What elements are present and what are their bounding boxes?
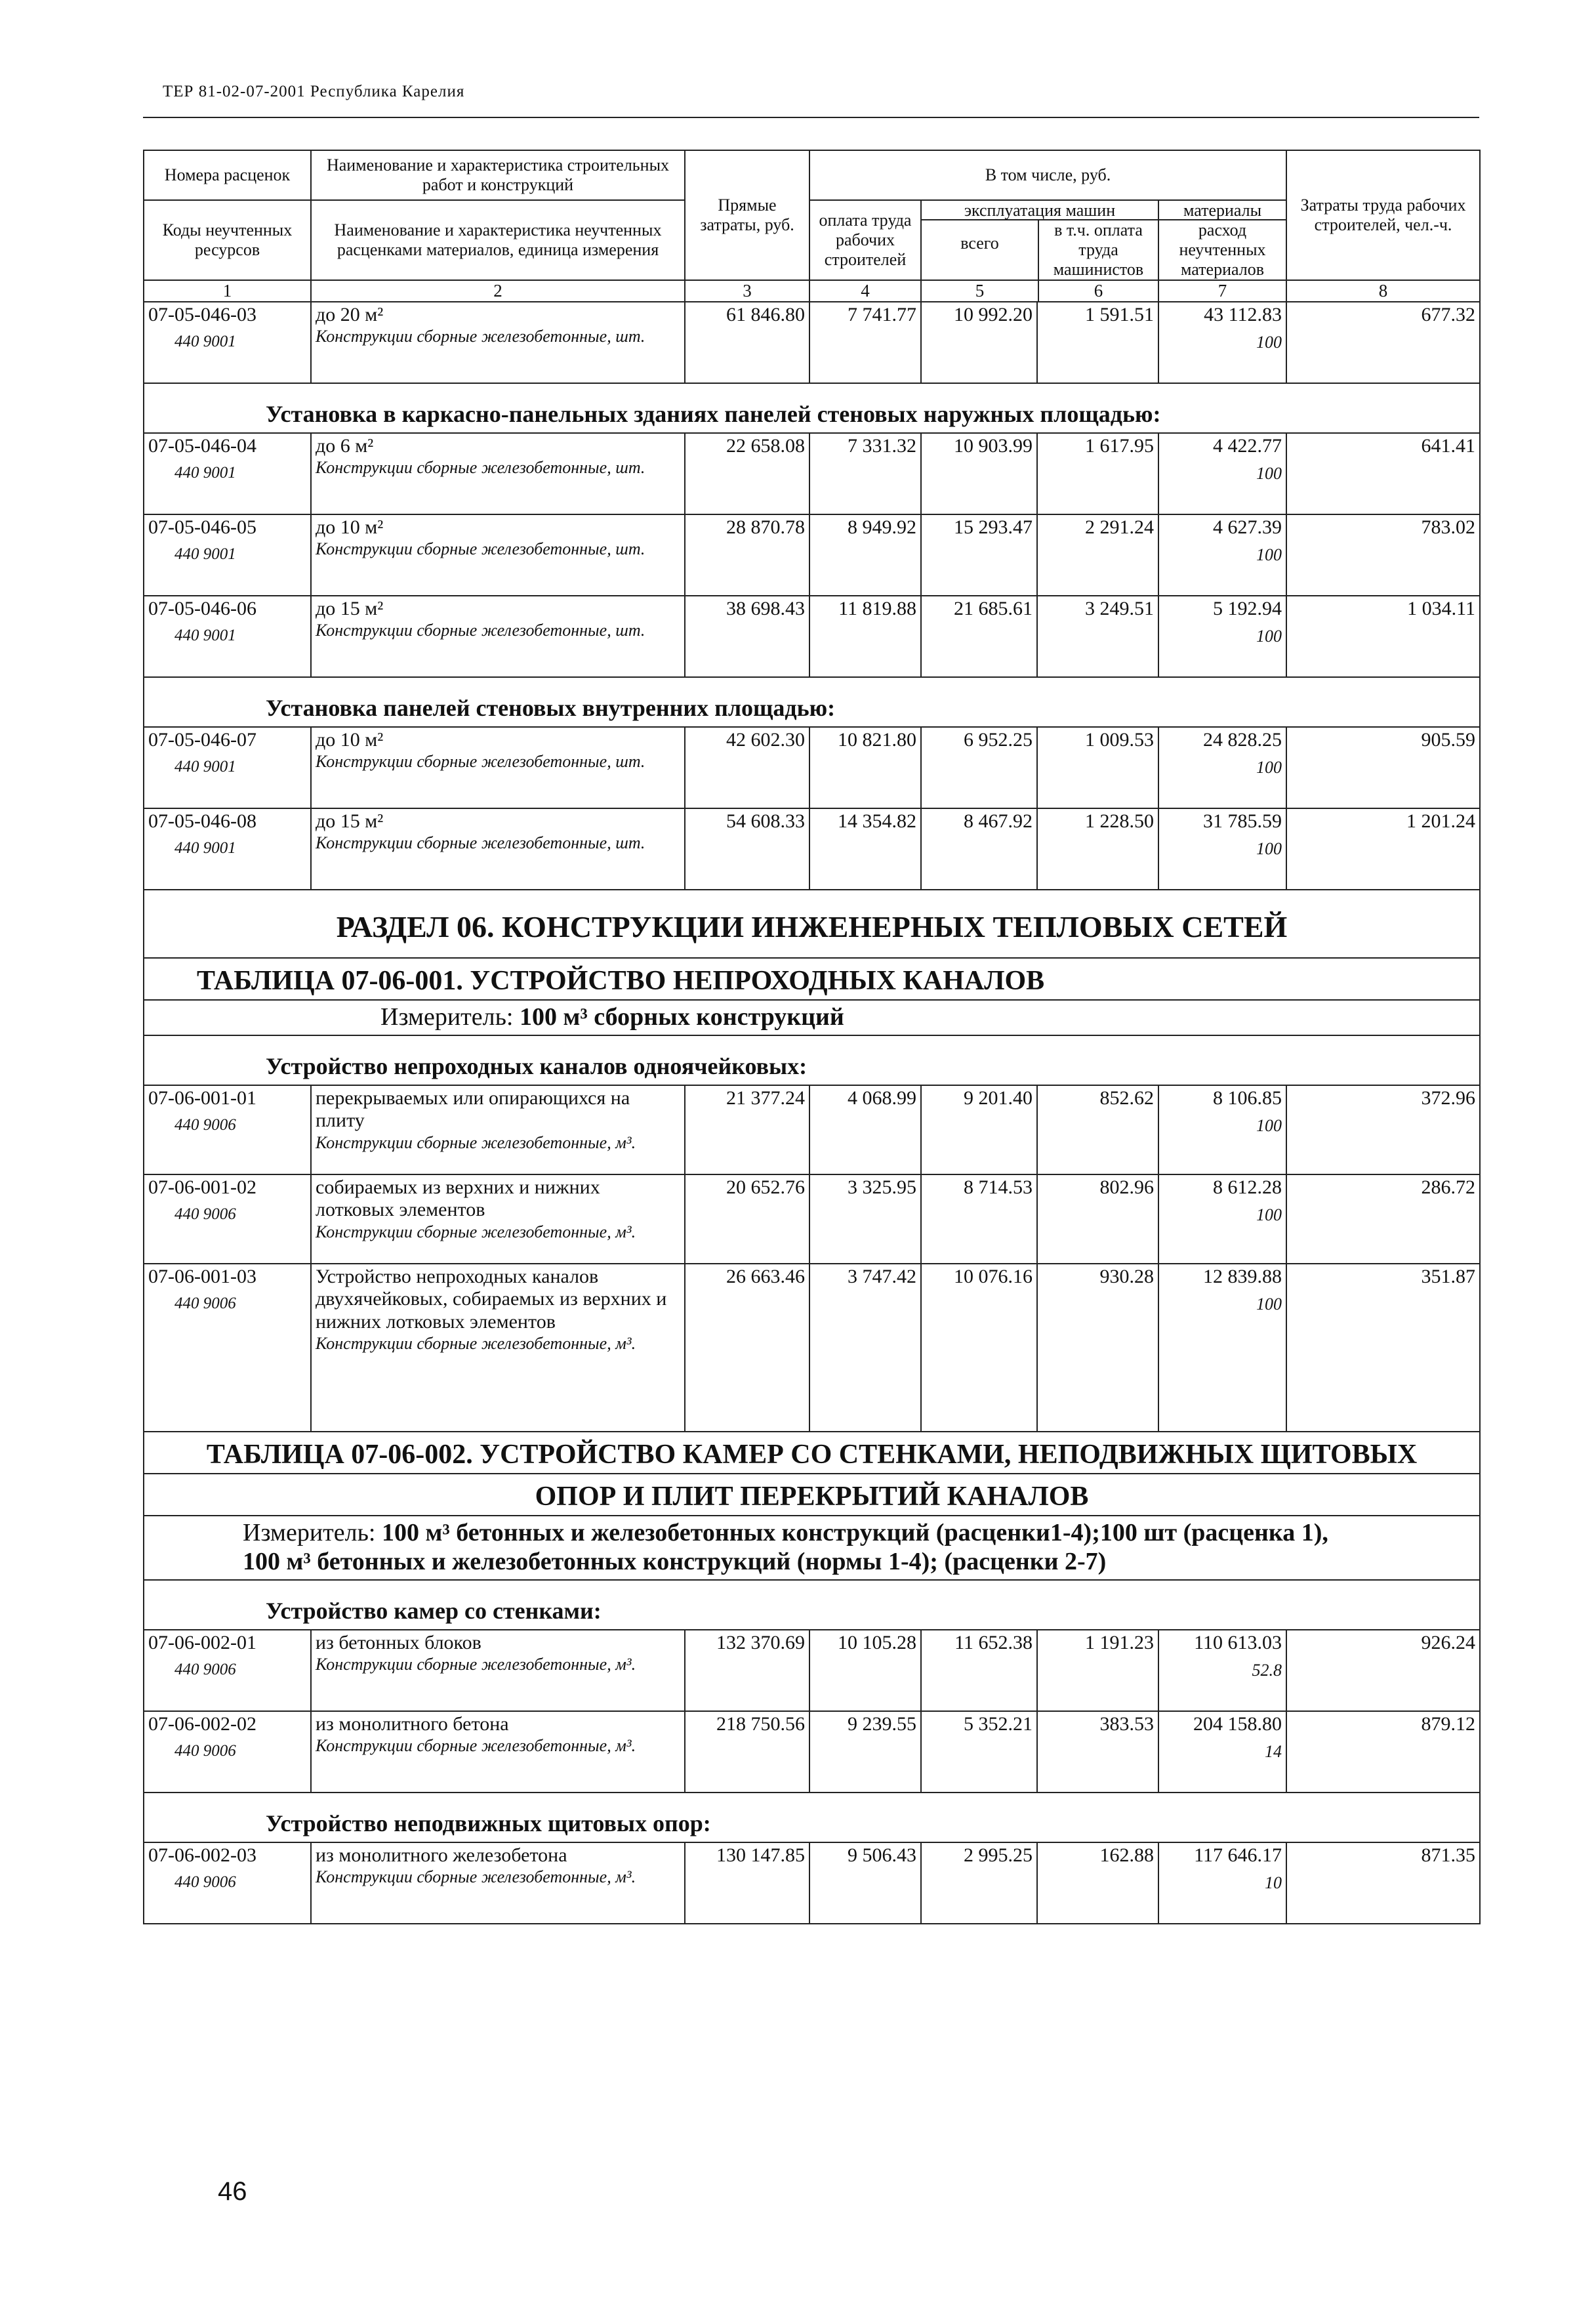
labor-cost: 286.72 <box>1286 1174 1480 1264</box>
machines-total: 21 685.61 <box>921 596 1037 677</box>
machines-labor: 852.62 <box>1037 1085 1158 1174</box>
rate-name-cell <box>311 1264 685 1432</box>
col-materials-group <box>1158 200 1286 280</box>
machines-total: 15 293.47 <box>921 514 1037 596</box>
rate-name-cell <box>311 808 685 890</box>
rate-row <box>144 1264 1480 1432</box>
materials-cell <box>1158 596 1286 677</box>
material-name: Конструкции сборные железобетонные, м³. <box>316 1736 636 1756</box>
labor-pay: 9 239.55 <box>809 1711 921 1793</box>
subheading: Установка панелей стеновых внутренних площадью: <box>144 677 1480 727</box>
direct-cost: 132 370.69 <box>685 1630 809 1711</box>
col-incl-header: В том числе, руб. <box>809 150 1286 200</box>
resource-code: 440 9001 <box>174 627 236 645</box>
rate-row <box>144 1174 1480 1264</box>
materials-cell <box>1158 808 1286 890</box>
rate-name: собираемых из верхних и нижних лотковых элементов <box>316 1176 600 1221</box>
measure-value: 100 м³ сборных конструкций <box>520 1003 844 1031</box>
labor-pay: 10 821.80 <box>809 727 921 808</box>
col-mat-expense-header: расход неучтенных материалов <box>1179 220 1266 279</box>
labor-cost: 905.59 <box>1286 727 1480 808</box>
machines-labor: 1 009.53 <box>1037 727 1158 808</box>
direct-cost: 54 608.33 <box>685 808 809 890</box>
rate-code-cell <box>144 1842 311 1924</box>
table-header-row <box>144 200 1480 280</box>
rate-name-cell <box>311 1711 685 1793</box>
direct-cost: 22 658.08 <box>685 433 809 514</box>
subheading-row <box>144 1793 1480 1842</box>
rate-name-cell <box>311 514 685 596</box>
rate-row <box>144 433 1480 514</box>
materials-cost: 4 422.77 <box>1213 434 1282 457</box>
material-norm: 52.8 <box>1252 1661 1282 1680</box>
machines-total: 9 201.40 <box>921 1085 1037 1174</box>
rate-row <box>144 1842 1480 1924</box>
materials-cell <box>1158 1630 1286 1711</box>
materials-cell <box>1158 514 1286 596</box>
rate-code: 07-05-046-08 <box>148 810 256 832</box>
direct-cost: 28 870.78 <box>685 514 809 596</box>
machines-total: 10 076.16 <box>921 1264 1037 1432</box>
table-title-row <box>144 958 1480 1000</box>
materials-cost: 4 627.39 <box>1213 516 1282 538</box>
subheading-row <box>144 383 1480 433</box>
col-number: 6 <box>1094 280 1103 301</box>
measure <box>144 1516 1480 1579</box>
material-norm: 100 <box>1256 1116 1282 1136</box>
machines-labor: 2 291.24 <box>1037 514 1158 596</box>
labor-cost: 879.12 <box>1286 1711 1480 1793</box>
material-norm: 100 <box>1256 1295 1282 1314</box>
labor-pay: 7 331.32 <box>809 433 921 514</box>
material-norm: 100 <box>1256 545 1282 565</box>
column-numbers-row <box>144 280 1480 302</box>
subheading: Установка в каркасно-панельных зданиях панелей стеновых наружных площадью: <box>144 383 1480 433</box>
resource-code: 440 9001 <box>174 839 236 858</box>
rate-row <box>144 596 1480 677</box>
materials-cost: 12 839.88 <box>1203 1265 1282 1287</box>
header-rule <box>143 117 1479 118</box>
direct-cost: 42 602.30 <box>685 727 809 808</box>
rate-code-cell <box>144 1085 311 1174</box>
machines-labor: 162.88 <box>1037 1842 1158 1924</box>
resource-code: 440 9006 <box>174 1116 236 1134</box>
subheading: Устройство камер со стенками: <box>144 1580 1480 1630</box>
materials-cell <box>1158 727 1286 808</box>
machines-labor: 1 591.51 <box>1037 302 1158 383</box>
table-header-row <box>144 150 1480 200</box>
resource-code: 440 9006 <box>174 1661 236 1679</box>
labor-cost: 926.24 <box>1286 1630 1480 1711</box>
materials-cell <box>1158 1842 1286 1924</box>
labor-pay: 8 949.92 <box>809 514 921 596</box>
table-title-row <box>144 1474 1480 1516</box>
machines-total: 6 952.25 <box>921 727 1037 808</box>
rate-name: до 15 м² <box>316 810 384 832</box>
direct-cost: 130 147.85 <box>685 1842 809 1924</box>
material-name: Конструкции сборные железобетонные, м³. <box>316 1655 636 1674</box>
rate-code-cell <box>144 1711 311 1793</box>
rate-name-cell <box>311 1085 685 1174</box>
machines-total: 10 992.20 <box>921 302 1037 383</box>
rate-code: 07-06-001-03 <box>148 1265 256 1287</box>
document-header: ТЕР 81-02-07-2001 Республика Карелия <box>163 83 465 100</box>
material-name: Конструкции сборные железобетонные, шт. <box>316 833 645 853</box>
labor-cost: 677.32 <box>1286 302 1480 383</box>
resource-code: 440 9006 <box>174 1742 236 1760</box>
materials-cell <box>1158 433 1286 514</box>
resource-code: 440 9001 <box>174 464 236 482</box>
rate-name-cell <box>311 1174 685 1264</box>
material-norm: 100 <box>1256 333 1282 352</box>
material-name: Конструкции сборные железобетонные, шт. <box>316 327 645 346</box>
table-title: ОПОР И ПЛИТ ПЕРЕКРЫТИЙ КАНАЛОВ <box>144 1474 1480 1516</box>
resource-code: 440 9001 <box>174 758 236 776</box>
subheading-row <box>144 677 1480 727</box>
rate-code-cell <box>144 596 311 677</box>
rate-code: 07-06-001-01 <box>148 1087 256 1109</box>
col-labor-cost-header: Затраты труда рабочих строителей, чел.-ч. <box>1286 150 1480 280</box>
materials-cost: 5 192.94 <box>1213 597 1282 619</box>
rate-code: 07-06-002-01 <box>148 1631 256 1653</box>
materials-cell <box>1158 302 1286 383</box>
rate-row <box>144 302 1480 383</box>
rate-code-cell <box>144 302 311 383</box>
col-labor-pay-header: оплата труда рабочих строителей <box>809 200 921 280</box>
machines-total: 8 467.92 <box>921 808 1037 890</box>
col-mach-total-header: всего <box>922 220 1039 280</box>
rate-name: из бетонных блоков <box>316 1631 481 1653</box>
materials-cost: 117 646.17 <box>1194 1844 1282 1866</box>
labor-pay: 11 819.88 <box>809 596 921 677</box>
rate-name: до 10 м² <box>316 728 384 751</box>
material-name: Конструкции сборные железобетонные, шт. <box>316 752 645 772</box>
machines-total: 5 352.21 <box>921 1711 1037 1793</box>
subheading-row <box>144 1580 1480 1630</box>
col-number: 7 <box>1158 280 1286 302</box>
page-number: 46 <box>218 2177 247 2206</box>
rate-code: 07-05-046-05 <box>148 516 256 538</box>
resource-code: 440 9006 <box>174 1205 236 1224</box>
labor-cost: 871.35 <box>1286 1842 1480 1924</box>
rate-name-cell <box>311 302 685 383</box>
section-title: РАЗДЕЛ 06. КОНСТРУКЦИИ ИНЖЕНЕРНЫХ ТЕПЛОВЫХ СЕТЕЙ <box>144 890 1480 958</box>
rate-code: 07-05-046-04 <box>148 434 256 457</box>
rate-code: 07-06-002-02 <box>148 1712 256 1735</box>
col-number: 5 <box>922 281 1039 301</box>
labor-cost: 351.87 <box>1286 1264 1480 1432</box>
material-norm: 100 <box>1256 627 1282 646</box>
labor-cost: 783.02 <box>1286 514 1480 596</box>
col-rates-header: Номера расценок <box>144 150 311 200</box>
materials-cost: 8 106.85 <box>1213 1087 1282 1109</box>
rate-name: до 20 м² <box>316 303 384 325</box>
col-machines-group <box>921 200 1158 280</box>
materials-cell <box>1158 1264 1286 1432</box>
rate-name-cell <box>311 596 685 677</box>
machines-total: 10 903.99 <box>921 433 1037 514</box>
materials-cell <box>1158 1711 1286 1793</box>
rate-code-cell <box>144 808 311 890</box>
machines-total: 8 714.53 <box>921 1174 1037 1264</box>
rate-name-cell <box>311 1630 685 1711</box>
direct-cost: 26 663.46 <box>685 1264 809 1432</box>
col-number: 3 <box>685 280 809 302</box>
materials-cell <box>1158 1174 1286 1264</box>
measure-label: Измеритель: <box>243 1519 376 1547</box>
materials-cell <box>1158 1085 1286 1174</box>
direct-cost: 38 698.43 <box>685 596 809 677</box>
material-norm: 100 <box>1256 1205 1282 1225</box>
labor-pay: 10 105.28 <box>809 1630 921 1711</box>
measure-value: 100 м³ бетонных и железобетонных конструкций (нормы 1-4); (расценки 2-7) <box>243 1547 1107 1575</box>
col-materials-name-header: Наименование и характеристика неучтенных расценками материалов, единица измерения <box>311 200 685 280</box>
rate-code: 07-05-046-06 <box>148 597 256 619</box>
rate-name: перекрываемых или опирающихся на плиту <box>316 1087 630 1132</box>
col-number-pair <box>921 280 1158 302</box>
col-works-header: Наименование и характеристика строительных работ и конструкций <box>311 150 685 200</box>
rate-name: до 15 м² <box>316 597 384 619</box>
rate-name-cell <box>311 433 685 514</box>
rate-code-cell <box>144 514 311 596</box>
resource-code: 440 9001 <box>174 333 236 351</box>
machines-total: 2 995.25 <box>921 1842 1037 1924</box>
labor-cost: 372.96 <box>1286 1085 1480 1174</box>
labor-cost: 1 034.11 <box>1286 596 1480 677</box>
rate-code-cell <box>144 727 311 808</box>
labor-pay: 3 747.42 <box>809 1264 921 1432</box>
col-mach-labor-header: в т.ч. оплата труда машинистов <box>1053 220 1144 279</box>
rate-name-cell <box>311 1842 685 1924</box>
machines-labor: 1 617.95 <box>1037 433 1158 514</box>
measure-row <box>144 1516 1480 1579</box>
direct-cost: 61 846.80 <box>685 302 809 383</box>
labor-pay: 7 741.77 <box>809 302 921 383</box>
material-name: Конструкции сборные железобетонные, м³. <box>316 1222 636 1241</box>
material-name: Конструкции сборные железобетонные, шт. <box>316 458 645 478</box>
rate-name-cell <box>311 727 685 808</box>
rate-row <box>144 514 1480 596</box>
rate-name: из монолитного бетона <box>316 1712 509 1735</box>
subheading-row <box>144 1035 1480 1085</box>
machines-labor: 1 228.50 <box>1037 808 1158 890</box>
rate-row <box>144 1711 1480 1793</box>
labor-pay: 9 506.43 <box>809 1842 921 1924</box>
table-title: ТАБЛИЦА 07-06-001. УСТРОЙСТВО НЕПРОХОДНЫХ КАНАЛОВ <box>144 958 1480 1000</box>
machines-labor: 383.53 <box>1037 1711 1158 1793</box>
materials-cost: 24 828.25 <box>1203 728 1282 751</box>
rate-row <box>144 1630 1480 1711</box>
machines-labor: 3 249.51 <box>1037 596 1158 677</box>
labor-pay: 4 068.99 <box>809 1085 921 1174</box>
rate-code: 07-06-002-03 <box>148 1844 256 1866</box>
rate-code-cell <box>144 1174 311 1264</box>
materials-cost: 8 612.28 <box>1213 1176 1282 1198</box>
section-title-row <box>144 890 1480 958</box>
material-norm: 100 <box>1256 758 1282 777</box>
rate-row <box>144 808 1480 890</box>
measure <box>144 1000 1480 1035</box>
col-machines-header: эксплуатация машин <box>922 201 1158 220</box>
material-norm: 100 <box>1256 839 1282 859</box>
rate-code: 07-06-001-02 <box>148 1176 256 1198</box>
material-norm: 100 <box>1256 464 1282 484</box>
rate-name: из монолитного железобетона <box>316 1844 567 1866</box>
labor-pay: 14 354.82 <box>809 808 921 890</box>
measure-value: 100 м³ бетонных и железобетонных конструкций (расценки1-4);100 шт (расценка 1), <box>382 1519 1328 1547</box>
direct-cost: 21 377.24 <box>685 1085 809 1174</box>
rate-code-cell <box>144 1264 311 1432</box>
rate-code-cell <box>144 433 311 514</box>
material-name: Конструкции сборные железобетонные, м³. <box>316 1867 636 1887</box>
resource-code: 440 9006 <box>174 1873 236 1892</box>
col-number: 1 <box>144 280 311 302</box>
table-title: ТАБЛИЦА 07-06-002. УСТРОЙСТВО КАМЕР СО СТЕНКАМИ, НЕПОДВИЖНЫХ ЩИТОВЫХ <box>144 1432 1480 1474</box>
labor-cost: 641.41 <box>1286 433 1480 514</box>
rate-name: до 10 м² <box>316 516 384 538</box>
measure-label: Измеритель: <box>380 1003 514 1031</box>
col-number: 8 <box>1286 280 1480 302</box>
material-name: Конструкции сборные железобетонные, шт. <box>316 621 645 640</box>
materials-cost: 204 158.80 <box>1193 1712 1282 1735</box>
resource-code: 440 9006 <box>174 1295 236 1313</box>
material-name: Конструкции сборные железобетонные, шт. <box>316 539 645 559</box>
rate-code-cell <box>144 1630 311 1711</box>
rate-row <box>144 727 1480 808</box>
materials-cost: 31 785.59 <box>1203 810 1282 832</box>
material-norm: 10 <box>1265 1873 1282 1893</box>
rate-code: 07-05-046-03 <box>148 303 256 325</box>
machines-labor: 930.28 <box>1037 1264 1158 1432</box>
rate-name: до 6 м² <box>316 434 374 457</box>
subheading: Устройство неподвижных щитовых опор: <box>144 1793 1480 1842</box>
col-direct-header: Прямые затраты, руб. <box>685 150 809 280</box>
rate-row <box>144 1085 1480 1174</box>
col-machines-sub <box>922 220 1158 280</box>
direct-cost: 218 750.56 <box>685 1711 809 1793</box>
machines-labor: 802.96 <box>1037 1174 1158 1264</box>
material-name: Конструкции сборные железобетонные, м³. <box>316 1334 636 1354</box>
labor-pay: 3 325.95 <box>809 1174 921 1264</box>
col-materials-header: материалы <box>1159 201 1286 220</box>
direct-cost: 20 652.76 <box>685 1174 809 1264</box>
subheading: Устройство непроходных каналов одноячейковых: <box>144 1035 1480 1085</box>
rate-name: Устройство непроходных каналов двухячейковых, собираемых из верхних и нижних лотковых элементов <box>316 1265 667 1333</box>
materials-cost: 110 613.03 <box>1194 1631 1282 1653</box>
resource-code: 440 9001 <box>174 545 236 564</box>
material-norm: 14 <box>1265 1742 1282 1762</box>
material-name: Конструкции сборные железобетонные, м³. <box>316 1132 636 1152</box>
materials-cost: 43 112.83 <box>1204 303 1282 325</box>
col-number: 2 <box>311 280 685 302</box>
col-number: 4 <box>809 280 921 302</box>
table-title-row <box>144 1432 1480 1474</box>
machines-labor: 1 191.23 <box>1037 1630 1158 1711</box>
col-codes-header: Коды неучтенных ресурсов <box>144 200 311 280</box>
machines-total: 11 652.38 <box>921 1630 1037 1711</box>
rate-code: 07-05-046-07 <box>148 728 256 751</box>
labor-cost: 1 201.24 <box>1286 808 1480 890</box>
rates-table <box>143 150 1481 1924</box>
measure-row <box>144 1000 1480 1035</box>
